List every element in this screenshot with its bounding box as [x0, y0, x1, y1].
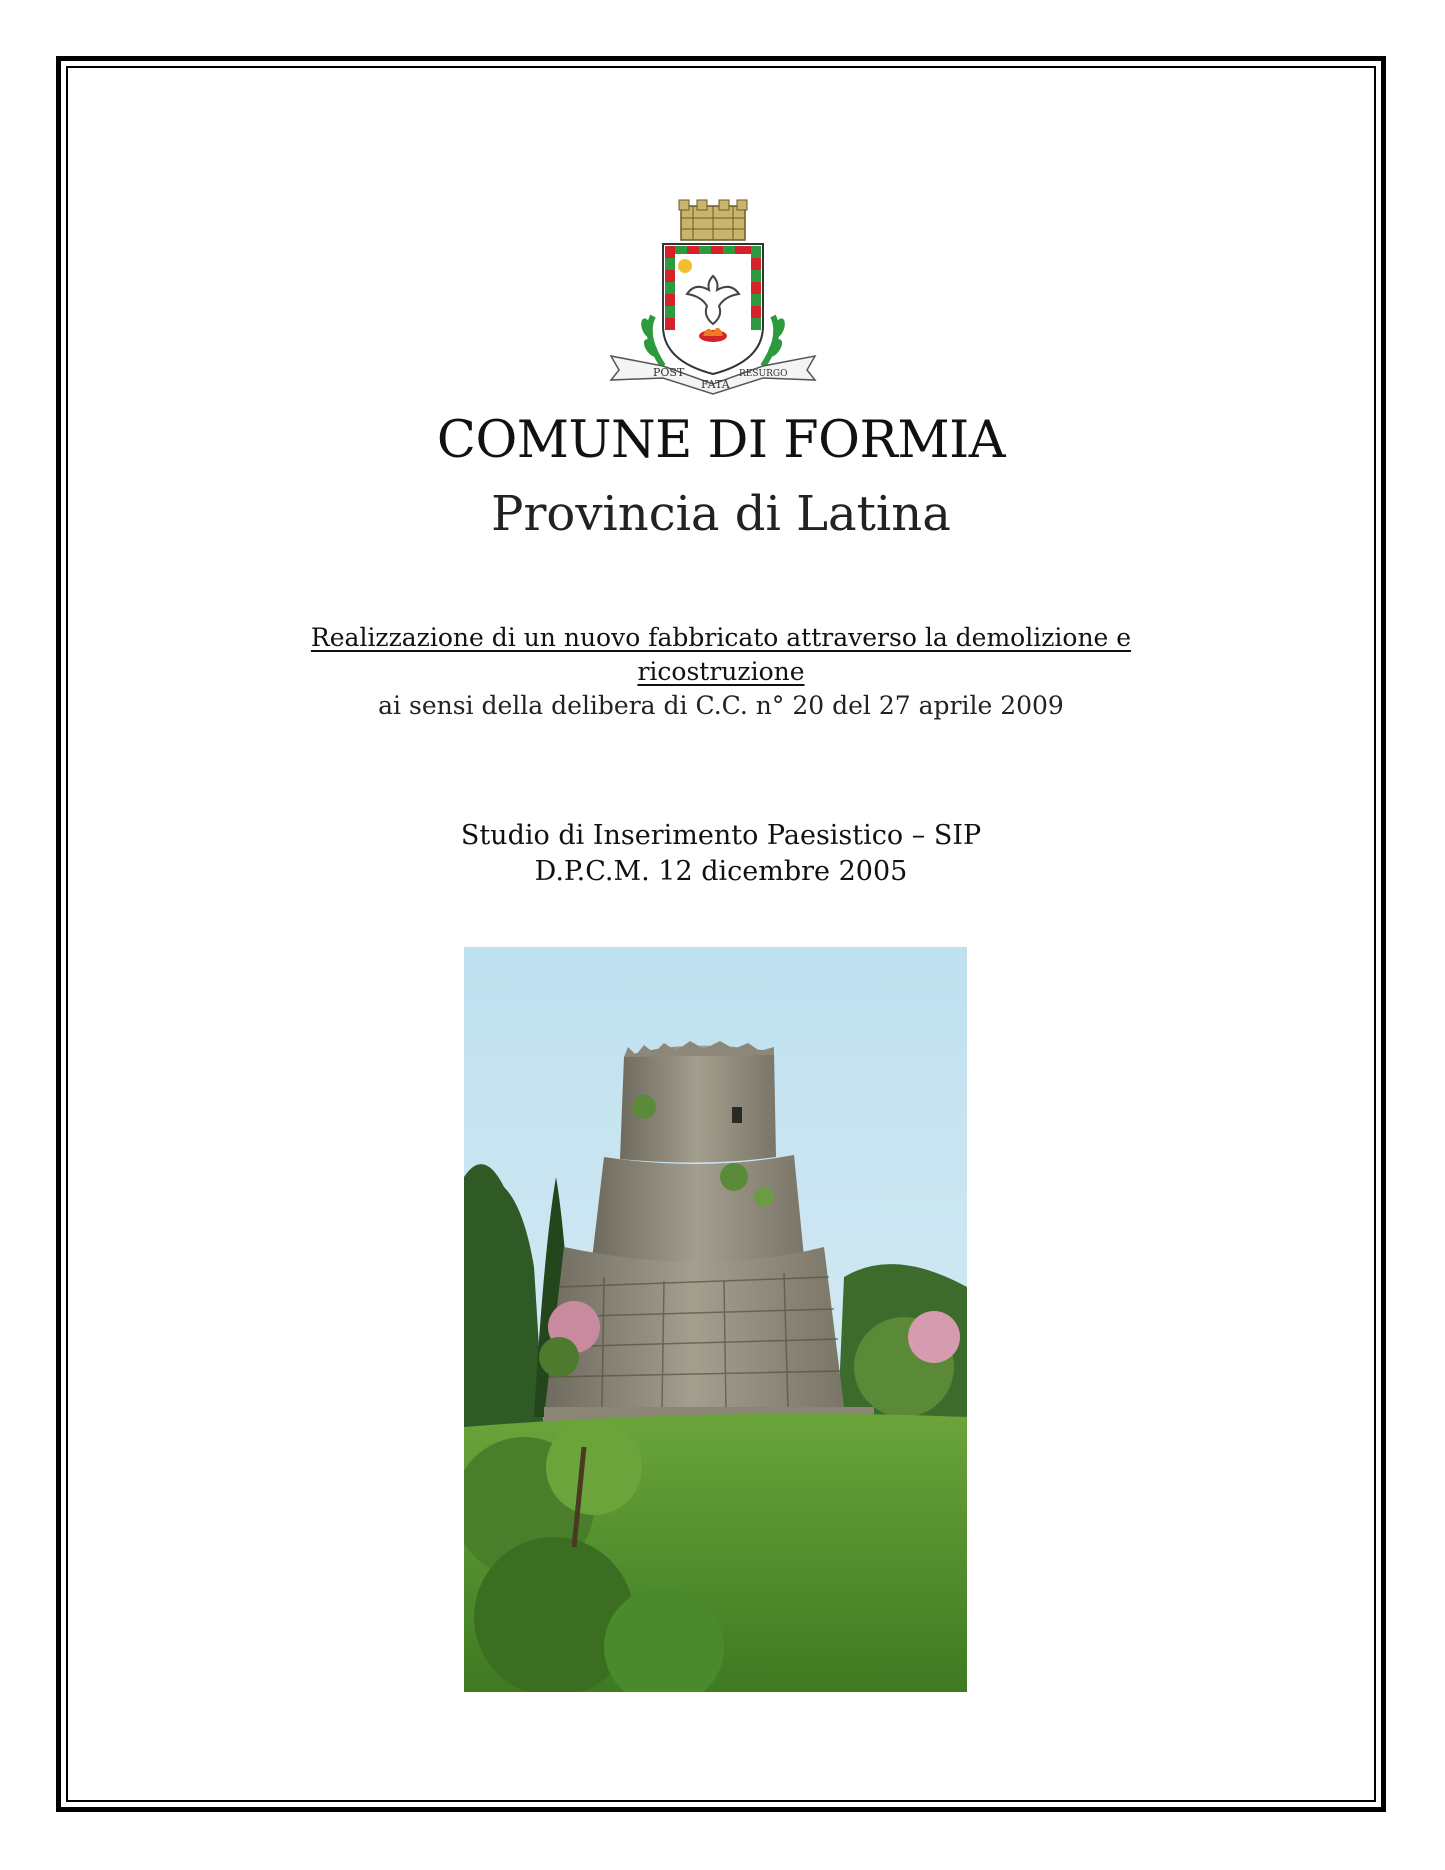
province-subtitle: Provincia di Latina — [491, 486, 951, 542]
study-block — [66, 818, 1376, 890]
tower-photo — [464, 947, 967, 1692]
crown-icon — [679, 200, 747, 240]
coat-of-arms-icon — [593, 196, 833, 396]
project-title-line-1: Realizzazione di un nuovo fabbricato attraverso la demolizione e — [310, 623, 1132, 652]
project-title-line-2: ricostruzione — [637, 657, 805, 686]
cover-page — [66, 66, 1376, 1802]
municipality-title: COMUNE DI FORMIA — [436, 411, 1006, 470]
study-decree: D.P.C.M. 12 dicembre 2005 — [534, 856, 908, 887]
project-description — [66, 621, 1376, 723]
motto-word-2: FATA — [701, 378, 730, 391]
motto-word-3: RESURGO — [739, 369, 788, 379]
study-title: Studio di Inserimento Paesistico – SIP — [460, 820, 982, 851]
motto-word-1: POST — [653, 366, 685, 379]
project-reference: ai sensi della delibera di C.C. n° 20 del 27 aprile 2009 — [378, 691, 1064, 720]
